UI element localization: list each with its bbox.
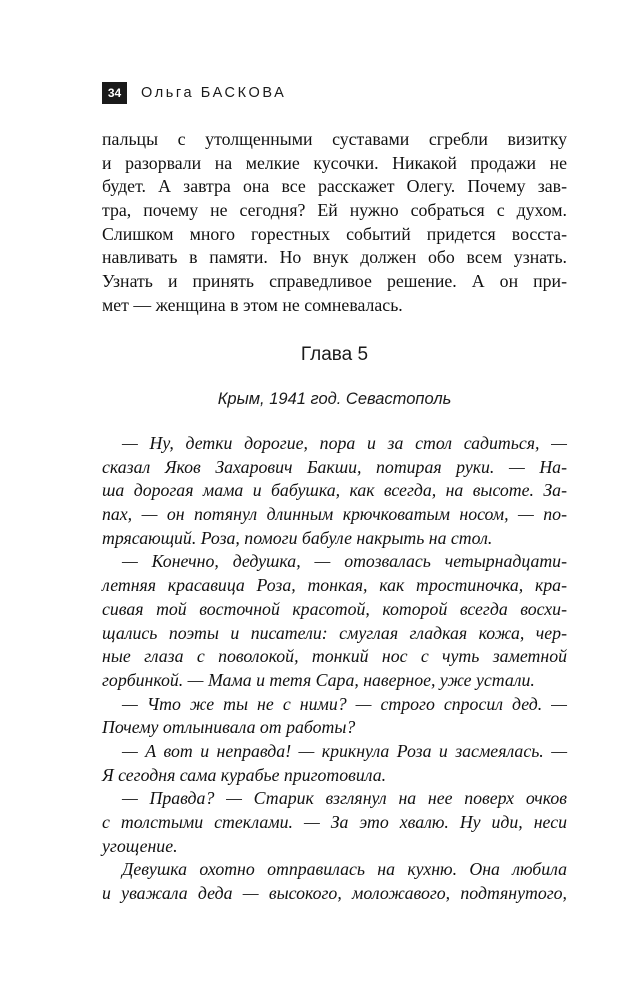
chapter-subtitle: Крым, 1941 год. Севастополь <box>217 390 452 408</box>
text-line: — Ну, детки дорогие, пора и за стол садиться, — <box>122 433 567 453</box>
text-line: Почему отлынивала от работы? <box>102 717 356 738</box>
text-line: Узнать и принять справедливое решение. А он при- <box>102 271 567 292</box>
text-line: летняя красавица Роза, тонкая, как тростиночка, кра- <box>102 575 567 596</box>
text-line: ные глаза с поволокой, тонкий нос с чуть заметной <box>102 646 567 667</box>
text-line: Девушка охотно отправилась на кухню. Она любила <box>122 859 567 880</box>
text-line: щались поэты и писатели: смуглая гладкая кожа, чер- <box>102 622 567 643</box>
text-line: — Конечно, дедушка, — отозвалась четырнадцати- <box>122 551 567 572</box>
text-line: и разорвали на мелкие кусочки. Никакой продажи не <box>102 152 567 173</box>
text-line: сказал Яков Захарович Бакши, потирая руки. — На- <box>102 456 567 477</box>
text-line: и уважала деда — высокого, моложавого, подтянутого, <box>102 883 567 904</box>
text-line: с толстыми стеклами. — За это хвалю. Ну иди, неси <box>102 812 567 832</box>
text-line: пальцы с утолщенными суставами сгребли визитку <box>102 129 567 149</box>
page-header <box>102 82 286 104</box>
text-line: сивая той восточной красотой, которой всегда восхи- <box>102 598 567 619</box>
text-line: ша дорогая мама и бабушка, как всегда, на высоте. За- <box>102 480 567 501</box>
text-line: тра, почему не сегодня? Ей нужно собраться с духом. <box>102 200 567 221</box>
text-line: — Правда? — Старик взглянул на нее поверх очков <box>122 788 567 809</box>
text-line: — Что же ты не с ними? — строго спросил дед. — <box>122 693 567 714</box>
chapter-title: Глава 5 <box>300 344 369 365</box>
text-line: мет — женщина в этом не сомневалась. <box>102 294 403 315</box>
chapter-text <box>102 432 567 906</box>
text-line: горбинкой. — Мама и тетя Сара, наверное, уже устали. <box>102 669 535 690</box>
text-line: трясающий. Роза, помоги бабуле накрыть на стол. <box>102 527 493 548</box>
opening-paragraph <box>102 128 567 318</box>
text-line: будет. А завтра она все расскажет Олегу. Почему зав- <box>102 176 567 197</box>
text-line: навливать в памяти. Но внук должен обо всем узнать. <box>102 247 567 268</box>
text-line: Я сегодня сама курабье приготовила. <box>102 764 387 785</box>
text-line: — А вот и неправда! — крикнула Роза и засмеялась. — <box>122 740 567 761</box>
text-line: Слишком много горестных событий придется восста- <box>102 223 567 244</box>
text-line: угощение. <box>102 835 178 856</box>
running-head-author: Ольга БАСКОВА <box>141 85 287 101</box>
page-number: 34 <box>102 82 127 104</box>
text-line: пах, — он потянул длинным крючковатым носом, — по- <box>102 504 567 525</box>
